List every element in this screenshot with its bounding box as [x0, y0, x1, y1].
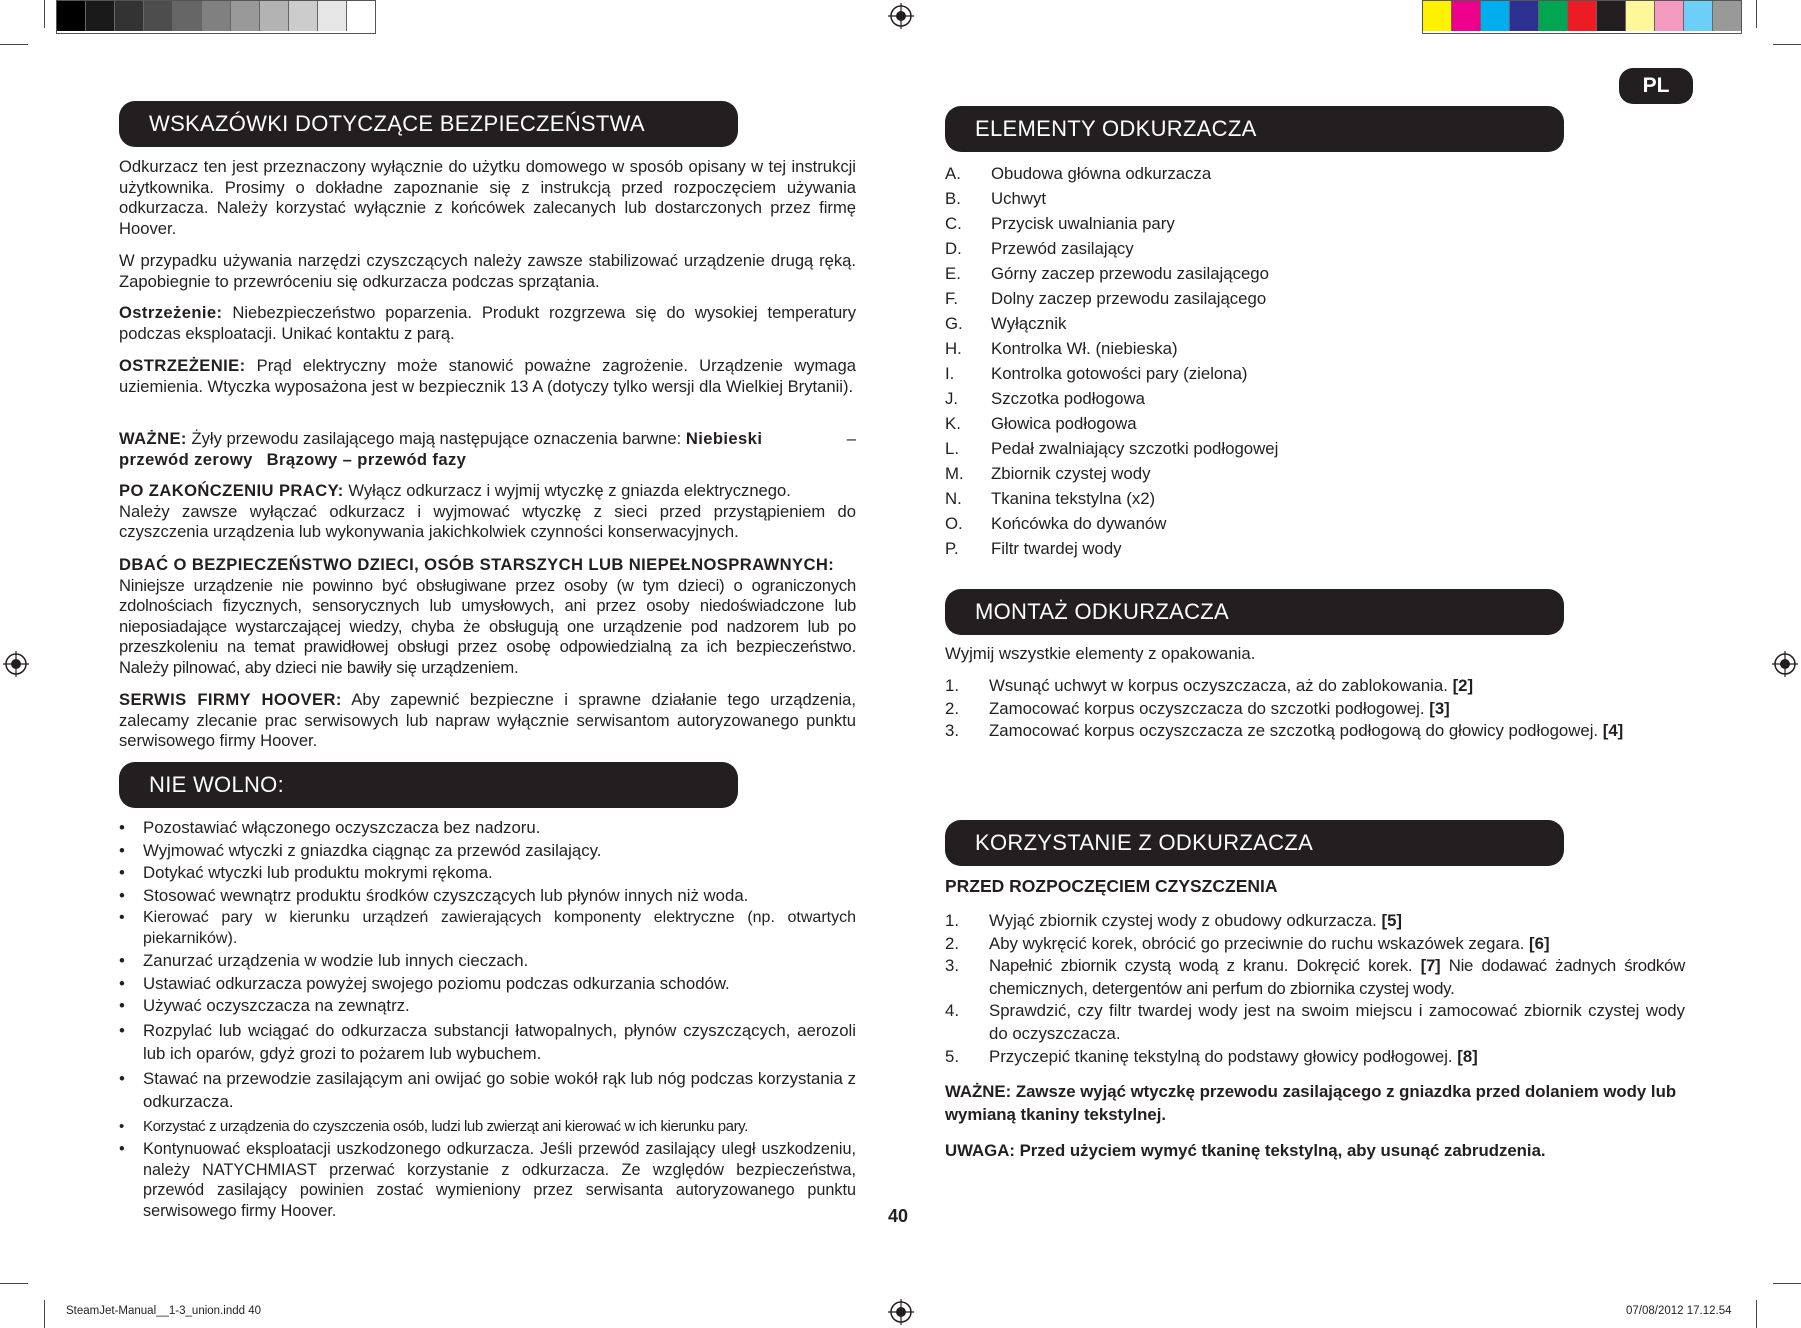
color-swatch — [260, 1, 289, 31]
list-item: • Zanurzać urządzenia w wodzie lub innych cieczach. — [119, 951, 856, 972]
list-item: E. Górny zaczep przewodu zasilającego — [945, 264, 1269, 283]
language-badge: PL — [1619, 68, 1693, 104]
usage-subheading: PRZED ROZPOCZĘCIEM CZYSZCZENIA — [945, 876, 1278, 896]
color-swatch — [1626, 1, 1655, 31]
safety-burn-warning: Ostrzeżenie: Niebezpieczeństwo poparzenia. Produkt rozgrzewa się do wysokiej temperatury podczas eksploatacji. Unikać kontaktu z parą. — [119, 303, 856, 343]
list-item: G. Wyłącznik — [945, 314, 1067, 333]
crop-mark — [0, 1283, 28, 1284]
list-item: C. Przycisk uwalniania pary — [945, 214, 1175, 233]
list-item: M. Zbiornik czystej wody — [945, 464, 1151, 483]
page-number: 40 — [888, 1206, 909, 1226]
list-item: • Stawać na przewodzie zasilającym ani owijać go sobie wokół rąk lub nóg podczas korzystania z odkurzacza. — [119, 1067, 856, 1113]
safety-service: SERWIS FIRMY HOOVER: Aby zapewnić bezpieczne i sprawne działanie tego urządzenia, zalecamy zlecanie prac serwisowych lub napraw wyłącznie serwisantom autoryzowanego punktu serwisowego firmy Hoover. — [119, 690, 856, 751]
color-swatch — [173, 1, 202, 31]
safety-after-work: PO ZAKOŃCZENIU PRACY: Wyłącz odkurzacz i wyjmij wtyczkę z gniazda elektrycznego. Należy zawsze wyłączać odkurzacz i wyjmować wtyczkę z sieci przed przystąpieniem do czyszczenia urządzenia lub wykonywania jakichkolwiek czynności konserwacyjnych. — [119, 481, 856, 542]
list-item: 5. Przyczepić tkaninę tekstylną do podstawy głowicy podłogowej. [8] — [945, 1046, 1478, 1066]
important-label: WAŻNE: — [119, 429, 187, 448]
footer-timestamp: 07/08/2012 17.12.54 — [1626, 1305, 1732, 1317]
donts-heading: NIE WOLNO: — [119, 762, 738, 808]
parts-list — [945, 161, 1465, 561]
after-work-label: PO ZAKOŃCZENIU PRACY: — [119, 481, 344, 500]
color-swatch — [1481, 1, 1510, 31]
color-swatch — [86, 1, 115, 31]
list-item: 2. Aby wykręcić korek, obrócić go przeciwnie do ruchu wskazówek zegara. [6] — [945, 933, 1550, 953]
service-label: SERWIS FIRMY HOOVER: — [119, 690, 342, 709]
list-item: 4. Sprawdzić, czy filtr twardej wody jest na swoim miejscu i zamocować zbiornik czystej wody do oczyszczacza. — [945, 1001, 1685, 1043]
safety-intro: Odkurzacz ten jest przeznaczony wyłącznie do użytku domowego w sposób opisany w tej instrukcji użytkownika. Prosimy o dokładne zapoznanie się z instrukcją przed rozpoczęciem używania odkurzacza. Należy korzystać wyłącznie z końcówek zalecanych lub dostarczonych przez firmę Hoover. — [119, 157, 856, 238]
color-swatch — [347, 1, 375, 31]
crop-mark — [0, 44, 28, 45]
color-swatch — [202, 1, 231, 31]
list-item: • Korzystać z urządzenia do czyszczenia osób, ludzi lub zwierząt ani kierować w ich kierunku pary. — [119, 1117, 856, 1138]
crop-mark — [1773, 44, 1801, 45]
list-item: K. Głowica podłogowa — [945, 414, 1137, 433]
color-swatch — [1539, 1, 1568, 31]
list-item: • Kontynuować eksploatacji uszkodzonego odkurzacza. Jeśli przewód zasilający uległ uszkodzeniu, należy NATYCHMIAST przerwać korzystanie z odkurzacza. Ze względów bezpieczeństwa, przewód zasilający powinien zostać wymieniony przez serwisanta autoryzowanego punktu serwisowego firmy Hoover. — [119, 1139, 856, 1221]
color-swatch — [57, 1, 86, 31]
usage-steps — [945, 910, 1685, 1068]
list-item: 1. Wyjąć zbiornik czystej wody z obudowy odkurzacza. [5] — [945, 911, 1403, 930]
list-item: • Używać oczyszczacza na zewnątrz. — [119, 996, 856, 1017]
color-swatch — [144, 1, 173, 31]
list-item: F. Dolny zaczep przewodu zasilającego — [945, 289, 1267, 308]
crop-mark — [44, 1300, 45, 1328]
safety-electric-warning: OSTRZEŻENIE: Prąd elektryczny może stanowić poważne zagrożenie. Urządzenie wymaga uziemienia. Wtyczka wyposażona jest w bezpiecznik 13 A (dotyczy tylko wersji dla Wielkiej Brytanii). — [119, 356, 856, 396]
list-item: J. Szczotka podłogowa — [945, 389, 1145, 408]
safety-children: DBAĆ O BEZPIECZEŃSTWO DZIECI, OSÓB STARSZYCH LUB NIEPEŁNOSPRAWNYCH: Niniejsze urządzenie nie powinno być obsługiwane przez osoby (w tym dzieci) o ograniczonych zdolnościach fizycznych, sensorycznych lub umysłowych, ani przez osoby niedoświadczone lub nieposiadające wystarczającej wiedzy, chyba że obsługują one urządzenie pod nadzorem lub po przeszkoleniu na temat prawidłowej obsługi przez osobę odpowiedzialną za ich bezpieczeństwo. Należy pilnować, aby dzieci nie bawiły się urządzeniem. — [119, 555, 856, 677]
color-swatch — [1510, 1, 1539, 31]
footer-file-name: SteamJet-Manual__1-3_union.indd 40 — [66, 1305, 261, 1317]
warning-label: OSTRZEŻENIE: — [119, 356, 246, 375]
color-swatch — [1568, 1, 1597, 31]
safety-wiring: WAŻNE: Żyły przewodu zasilającego mają następujące oznaczenia barwne: Niebieski – przewód zerowy Brązowy – przewód fazy — [119, 429, 856, 469]
caution-note: UWAGA: Przed użyciem wymyć tkaninę tekstylną, aby usunąć zabrudzenia. — [945, 1141, 1546, 1160]
list-item: H. Kontrolka Wł. (niebieska) — [945, 339, 1178, 358]
list-item: 1. Wsunąć uchwyt w korpus oczyszczacza, aż do zablokowania. [2] — [945, 676, 1474, 695]
list-item: A. Obudowa główna odkurzacza — [945, 164, 1212, 183]
usage-heading: KORZYSTANIE Z ODKURZACZA — [945, 820, 1564, 866]
warning-label: Ostrzeżenie: — [119, 303, 223, 322]
crop-mark — [1756, 0, 1757, 28]
color-swatch — [231, 1, 260, 31]
list-item: • Stosować wewnątrz produktu środków czyszczących lub płynów innych niż woda. — [119, 886, 856, 907]
important-note: WAŻNE: Zawsze wyjąć wtyczkę przewodu zasilającego z gniazdka przed dolaniem wody lub wymianą tkaniny tekstylnej. — [945, 1082, 1677, 1124]
list-item: • Rozpylać lub wciągać do odkurzacza substancji łatwopalnych, płynów czyszczących, aerozoli lub ich oparów, gdyż grozi to pożarem lub wybuchem. — [119, 1019, 856, 1065]
list-item: • Dotykać wtyczki lub produktu mokrymi rękoma. — [119, 863, 856, 884]
assembly-steps — [945, 675, 1685, 743]
crop-mark — [1756, 1300, 1757, 1328]
color-swatch — [115, 1, 144, 31]
children-label: DBAĆ O BEZPIECZEŃSTWO DZIECI, OSÓB STARSZYCH LUB NIEPEŁNOSPRAWNYCH: — [119, 555, 835, 574]
list-item: 3. Zamocować korpus oczyszczacza ze szczotką podłogową do głowicy podłogowej. [4] — [945, 721, 1624, 741]
list-item: • Pozostawiać włączonego oczyszczacza bez nadzoru. — [119, 818, 856, 839]
assembly-heading: MONTAŻ ODKURZACZA — [945, 589, 1564, 635]
list-item: O. Końcówka do dywanów — [945, 514, 1167, 533]
list-item: • Ustawiać odkurzacza powyżej swojego poziomu podczas odkurzania schodów. — [119, 974, 856, 995]
color-swatch — [1452, 1, 1481, 31]
list-item: • Wyjmować wtyczki z gniazdka ciągnąc za przewód zasilający. — [119, 841, 856, 862]
gray-color-bar — [56, 0, 376, 34]
registration-mark-icon — [888, 1299, 914, 1325]
color-swatch — [1655, 1, 1684, 31]
color-swatch — [1423, 1, 1452, 31]
crop-mark — [44, 0, 45, 28]
list-item: P. Filtr twardej wody — [945, 539, 1122, 558]
safety-heading: WSKAZÓWKI DOTYCZĄCE BEZPIECZEŃSTWA — [119, 101, 738, 147]
color-swatch — [289, 1, 318, 31]
registration-mark-icon — [3, 651, 29, 677]
list-item: 2. Zamocować korpus oczyszczacza do szczotki podłogowej. [3] — [945, 698, 1450, 718]
color-swatch — [1597, 1, 1626, 31]
list-item: I. Kontrolka gotowości pary (zielona) — [945, 364, 1248, 383]
list-item: N. Tkanina tekstylna (x2) — [945, 489, 1156, 508]
list-item: • Kierować pary w kierunku urządzeń zawierających komponenty elektryczne (np. otwartych piekarników). — [119, 908, 856, 949]
assembly-intro: Wyjmij wszystkie elementy z opakowania. — [945, 644, 1256, 663]
registration-mark-icon — [888, 3, 914, 29]
donts-list — [119, 818, 856, 1221]
process-color-bar — [1422, 0, 1742, 34]
crop-mark — [1773, 1283, 1801, 1284]
color-swatch — [318, 1, 347, 31]
parts-heading: ELEMENTY ODKURZACZA — [945, 106, 1564, 152]
list-item: 3. Napełnić zbiornik czystą wodą z kranu. Dokręcić korek. [7] Nie dodawać żadnych środków chemicznych, detergentów ani perfum do zbiornika czystej wody. — [945, 956, 1685, 998]
color-swatch — [1684, 1, 1713, 31]
list-item: D. Przewód zasilający — [945, 239, 1134, 258]
color-swatch — [1713, 1, 1741, 31]
list-item: L. Pedał zwalniający szczotki podłogowej — [945, 439, 1279, 458]
safety-tools: W przypadku używania narzędzi czyszczących należy zawsze stabilizować urządzenie drugą ręką. Zapobiegnie to przewróceniu się odkurzacza podczas sprzątania. — [119, 251, 856, 291]
registration-mark-icon — [1772, 651, 1798, 677]
list-item: B. Uchwyt — [945, 189, 1047, 208]
